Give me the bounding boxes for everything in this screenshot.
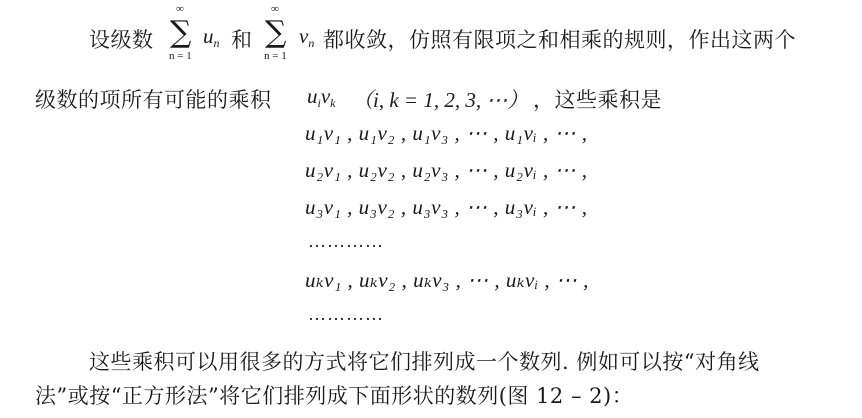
- ellipsis-row-2: …………: [308, 304, 384, 324]
- para1-and: 和: [231, 28, 253, 52]
- sum2-upper-limit: ∞: [271, 3, 279, 15]
- product-row-k: uₖv₁ , uₖv₂ , uₖv₃ , ⋯ , uₖvᵢ , ⋯ ,: [305, 268, 589, 292]
- para1-prefix: 设级数: [89, 28, 154, 52]
- sum2-sigma: ∑: [265, 15, 287, 50]
- para1-line2-head: 级数的项所有可能的乘积: [35, 88, 272, 112]
- product-row-3: u₃v₁ , u₃v₂ , u₃v₃ , ⋯ , u₃vᵢ , ⋯ ,: [305, 195, 588, 219]
- para1-line1-tail: 都收敛，仿照有限项之和相乘的规则，作出这两个: [323, 28, 796, 52]
- sum2-lower-limit: n = 1: [264, 50, 287, 62]
- para1-line2-tail: ，这些乘积是: [533, 88, 662, 112]
- product-uv: $u_iv_k$: [307, 84, 336, 110]
- sum2-term: $v_n$: [299, 24, 315, 50]
- ellipsis-row-1: …………: [308, 231, 384, 251]
- index-range: （i, k = 1, 2, 3, ⋯）: [352, 88, 529, 112]
- sum1-lower-limit: n = 1: [169, 50, 192, 62]
- sum1-upper-limit: ∞: [176, 3, 184, 15]
- product-row-1: u₁v₁ , u₁v₂ , u₁v₃ , ⋯ , u₁vᵢ , ⋯ ,: [305, 121, 588, 145]
- sum1-sigma: ∑: [170, 15, 192, 50]
- para2-line1: 这些乘积可以用很多的方式将它们排列成一个数列. 例如可以按“对角线: [89, 350, 760, 374]
- product-row-2: u₂v₁ , u₂v₂ , u₂v₃ , ⋯ , u₂vᵢ , ⋯ ,: [305, 158, 588, 182]
- sum1-term: $u_n$: [203, 24, 220, 50]
- para2-line2: 法”或按“正方形法”将它们排列成下面形状的数列(图 12 – 2)：: [35, 384, 634, 408]
